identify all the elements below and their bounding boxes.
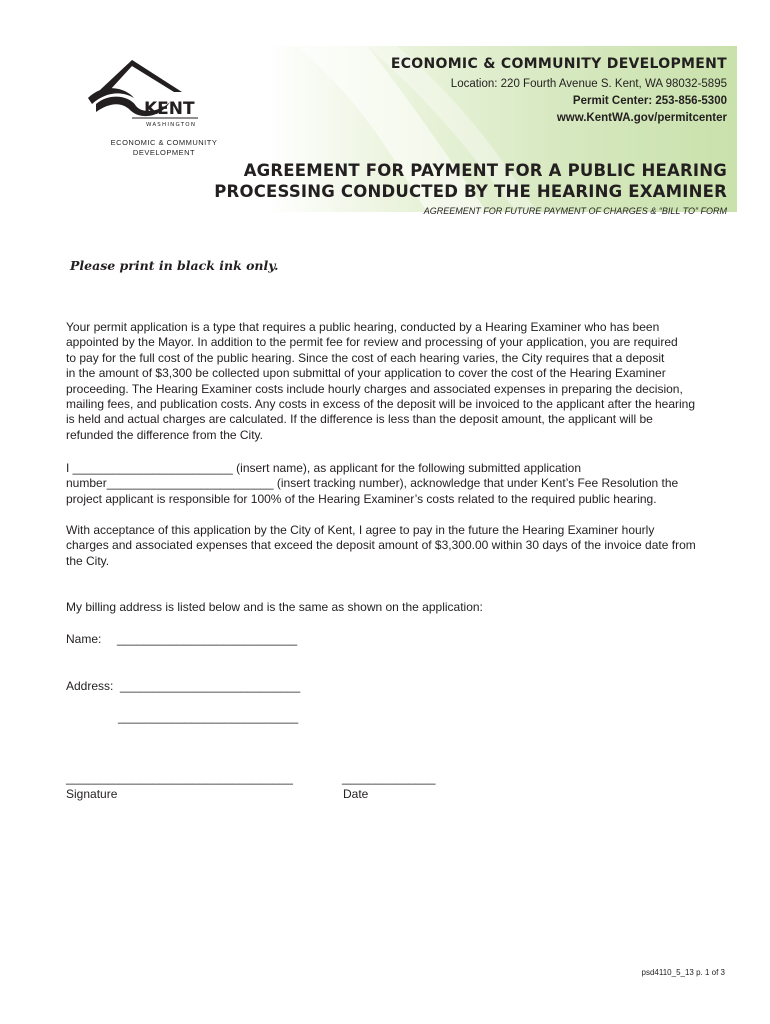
location-line: Location: 220 Fourth Avenue S. Kent, WA 98032-5895 [450, 78, 727, 90]
intro-line: proceeding. The Hearing Examiner costs include hourly charges and associated expenses in preparing the decision, [66, 381, 683, 396]
ink-instruction: Please print in black ink only. [70, 258, 279, 273]
permit-center-line [451, 93, 727, 110]
date-field[interactable]: ______________ [342, 771, 436, 785]
page-footer: psd4110_5_13 p. 1 of 3 [641, 968, 725, 977]
department-heading: ECONOMIC & COMMUNITY DEVELOPMENT [390, 56, 727, 72]
intro-line: in the amount of $3,300 be collected upon submittal of your application to cover the cost of the Hearing Examiner [66, 366, 666, 381]
intro-line: is held and actual charges are calculated. If the difference is less than the deposit amount, the applicant will be [66, 412, 653, 427]
acceptance-line: With acceptance of this application by the City of Kent, I agree to pay in the future the Hearing Examiner hourly [66, 523, 655, 537]
logo-city-text: KENT [144, 99, 195, 119]
permit-center-phone: 253-856-5300 [655, 95, 727, 107]
date-label: Date [343, 787, 369, 801]
signature-field[interactable]: __________________________________ [66, 771, 293, 785]
name-field[interactable]: ___________________________ [117, 632, 298, 646]
address-field-line1[interactable]: ___________________________ [120, 679, 301, 693]
permit-center-label: Permit Center: [572, 95, 653, 107]
intro-line: Your permit application is a type that requires a public hearing, conducted by a Hearing Examiner who has been [66, 320, 660, 334]
title-line1: AGREEMENT FOR PAYMENT FOR A PUBLIC HEARING [243, 161, 727, 180]
intro-line: to pay for the full cost of the public hearing. Since the cost of each hearing varies, the City requires that a deposit [66, 350, 665, 365]
kent-house-logo-icon [70, 52, 230, 142]
billing-intro: My billing address is listed below and is the same as shown on the application: [66, 600, 483, 614]
logo-state-text: WASHINGTON [146, 122, 197, 128]
logo-dept-line2: DEVELOPMENT [132, 148, 196, 157]
logo-dept-line1: ECONOMIC & COMMUNITY [110, 138, 218, 147]
document-subtitle: AGREEMENT FOR FUTURE PAYMENT OF CHARGES & “BILL TO” FORM [423, 206, 727, 216]
acceptance-line: the City. [66, 553, 110, 568]
intro-paragraph [66, 320, 734, 443]
name-label: Name: [66, 632, 102, 646]
acknowledgement-paragraph [66, 461, 734, 507]
address-label: Address: [66, 679, 114, 693]
signature-label: Signature [66, 787, 118, 801]
acceptance-paragraph [66, 523, 734, 569]
acknowledge-line: number_________________________ (insert tracking number), acknowledge that under Kent’s Fee Resolution the [66, 476, 679, 491]
logo-department-text [94, 138, 234, 158]
intro-line: appointed by the Mayor. In addition to the permit fee for review and processing of your application, you are required [66, 335, 678, 350]
kent-logo [70, 52, 230, 172]
intro-line: mailing fees, and publication costs. Any costs in excess of the deposit will be invoiced to the applicant after the hearing [66, 397, 696, 412]
intro-line: refunded the difference from the City. [66, 427, 263, 442]
address-field-line2[interactable]: ___________________________ [118, 710, 299, 724]
acknowledge-line: project applicant is responsible for 100% of the Hearing Examiner’s costs related to the required public hearing. [66, 491, 657, 506]
document-title [214, 160, 727, 202]
title-line2: PROCESSING CONDUCTED BY THE HEARING EXAMINER [214, 182, 727, 201]
acknowledge-line: I ________________________ (insert name), as applicant for the following submitted application [66, 461, 582, 475]
acceptance-line: charges and associated expenses that exceed the deposit amount of $3,300.00 within 30 days of the invoice date from [66, 538, 696, 553]
contact-block [451, 76, 727, 127]
website-link[interactable]: www.KentWA.gov/permitcenter [556, 112, 727, 124]
